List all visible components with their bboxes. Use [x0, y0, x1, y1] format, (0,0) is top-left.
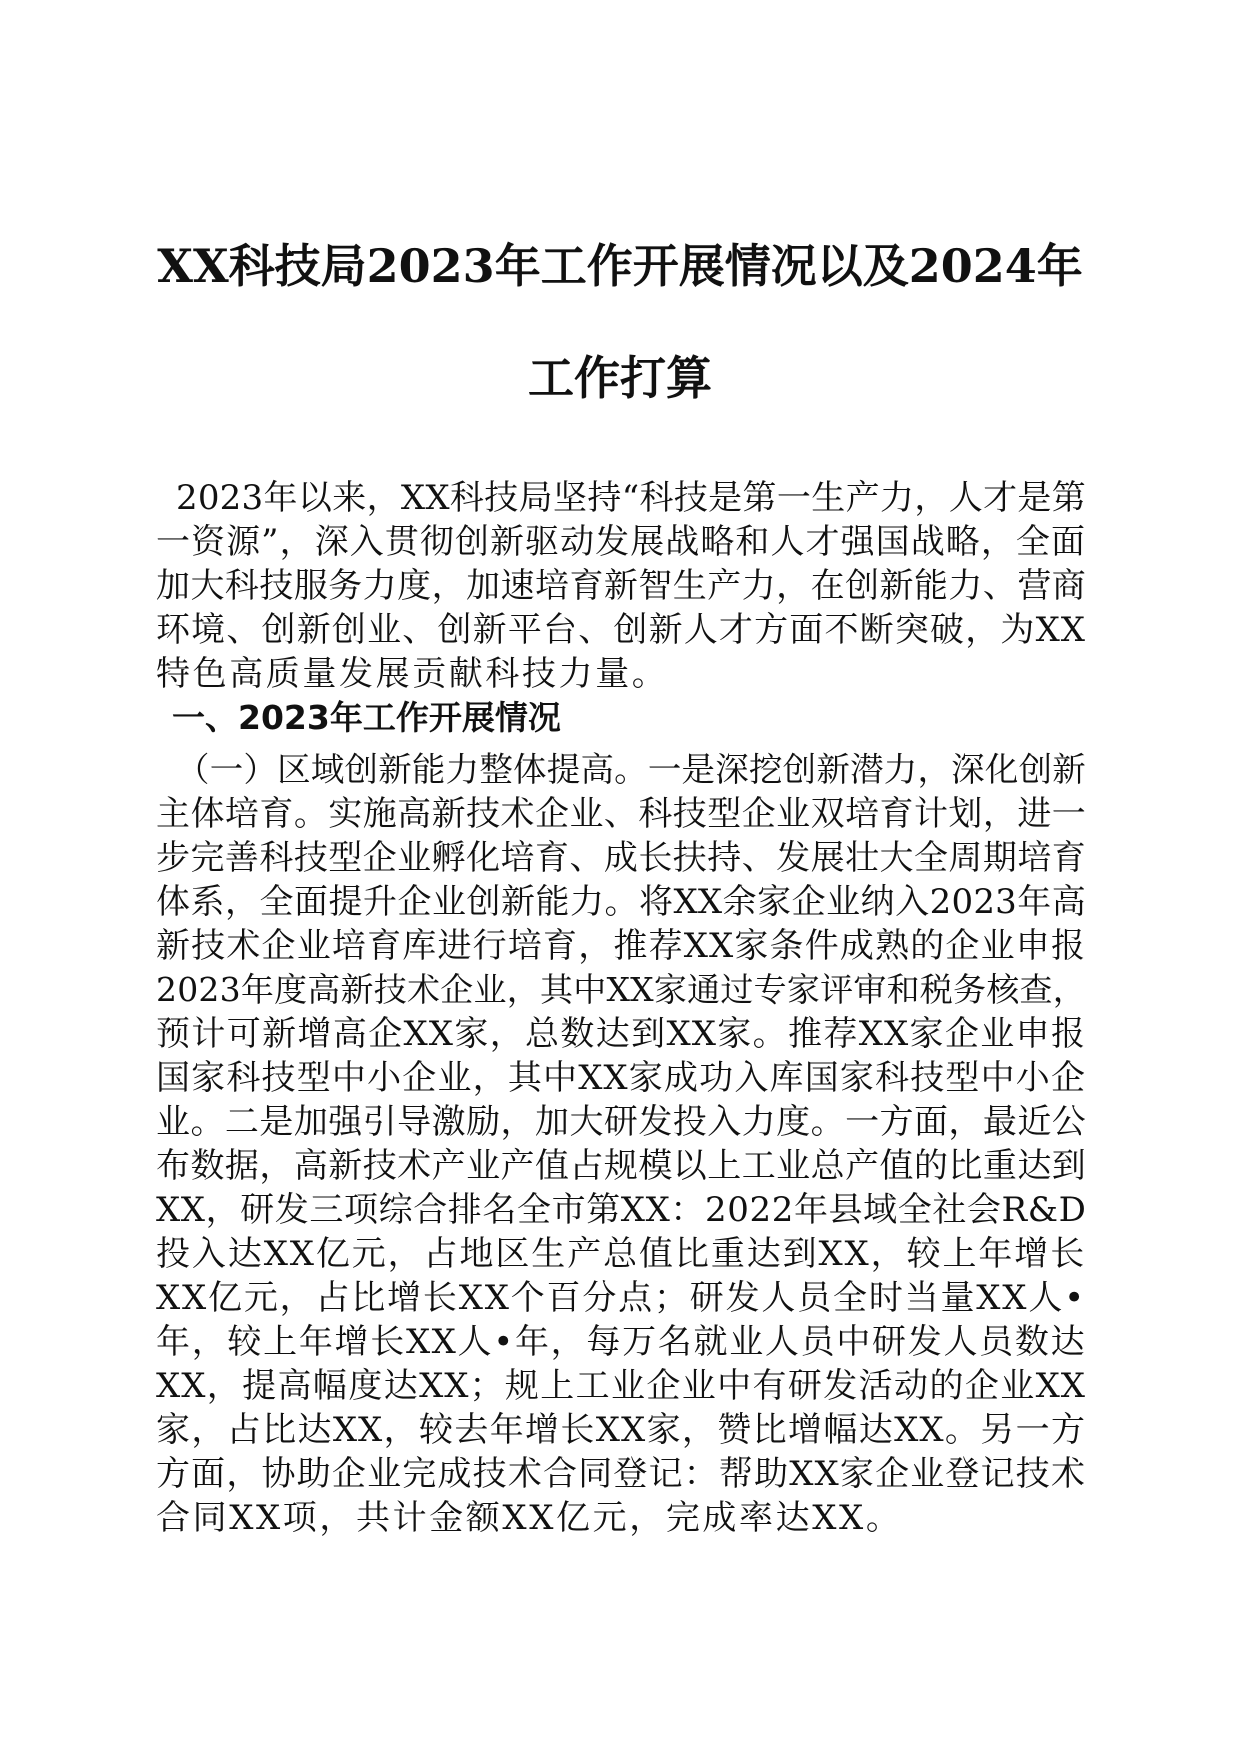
section-line: 主体培育。实施高新技术企业、科技型企业双培育计划，进一 — [156, 794, 1086, 834]
section-line: XX，研发三项综合排名全市第XX：2022年县域全社会R&D — [156, 1190, 1087, 1230]
section-line: 业。二是加强引导激励，加大研发投入力度。一方面，最近公 — [156, 1102, 1086, 1142]
document-title-line-1: XX科技局2023年工作开展情况以及2024年 — [157, 239, 1083, 293]
section-line: XX，提高幅度达XX；规上工业企业中有研发活动的企业XX — [156, 1366, 1086, 1406]
section-line: 体系，全面提升企业创新能力。将XX余家企业纳入2023年高 — [156, 882, 1086, 922]
intro-line: 2023年以来，XX科技局坚持“科技是第一生产力，人才是第 — [176, 478, 1086, 518]
intro-line: 加大科技服务力度，加速培育新智生产力，在创新能力、营商 — [156, 566, 1086, 606]
section-line: 合同XX项，共计金额XX亿元，完成率达XX。 — [156, 1498, 903, 1538]
section-line: （一）区域创新能力整体提高。一是深挖创新潜力，深化创新 — [176, 750, 1086, 789]
section-line: 投入达XX亿元，占地区生产总值比重达到XX，较上年增长 — [156, 1234, 1086, 1274]
section-line: 布数据，高新技术产业产值占规模以上工业总产值的比重达到 — [156, 1146, 1086, 1186]
intro-line: 特色高质量发展贡献科技力量。 — [156, 654, 669, 694]
intro-line: 一资源”，深入贯彻创新驱动发展战略和人才强国战略，全面 — [156, 522, 1086, 562]
section-line: 方面，协助企业完成技术合同登记：帮助XX家企业登记技术 — [156, 1454, 1086, 1494]
section-heading: 一、2023年工作开展情况 — [172, 698, 561, 737]
section-line: 步完善科技型企业孵化培育、成长扶持、发展壮大全周期培育 — [156, 838, 1086, 878]
section-line: 新技术企业培育库进行培育，推荐XX家条件成熟的企业申报 — [156, 926, 1086, 966]
section-line: 年，较上年增长XX人•年，每万名就业人员中研发人员数达 — [156, 1322, 1086, 1362]
section-line: 家，占比达XX，较去年增长XX家，赞比增幅达XX。另一方 — [156, 1410, 1086, 1450]
section-line: 2023年度高新技术企业，其中XX家通过专家评审和税务核查， — [156, 970, 1086, 1009]
section-line: XX亿元，占比增长XX个百分点；研发人员全时当量XX人• — [156, 1278, 1086, 1318]
section-line: 预计可新增高企XX家，总数达到XX家。推荐XX家企业申报 — [156, 1014, 1086, 1054]
section-line: 国家科技型中小企业，其中XX家成功入库国家科技型中小企 — [156, 1058, 1086, 1098]
intro-line: 环境、创新创业、创新平台、创新人才方面不断突破，为XX — [156, 610, 1086, 650]
document-title-line-2: 工作打算 — [528, 351, 712, 405]
